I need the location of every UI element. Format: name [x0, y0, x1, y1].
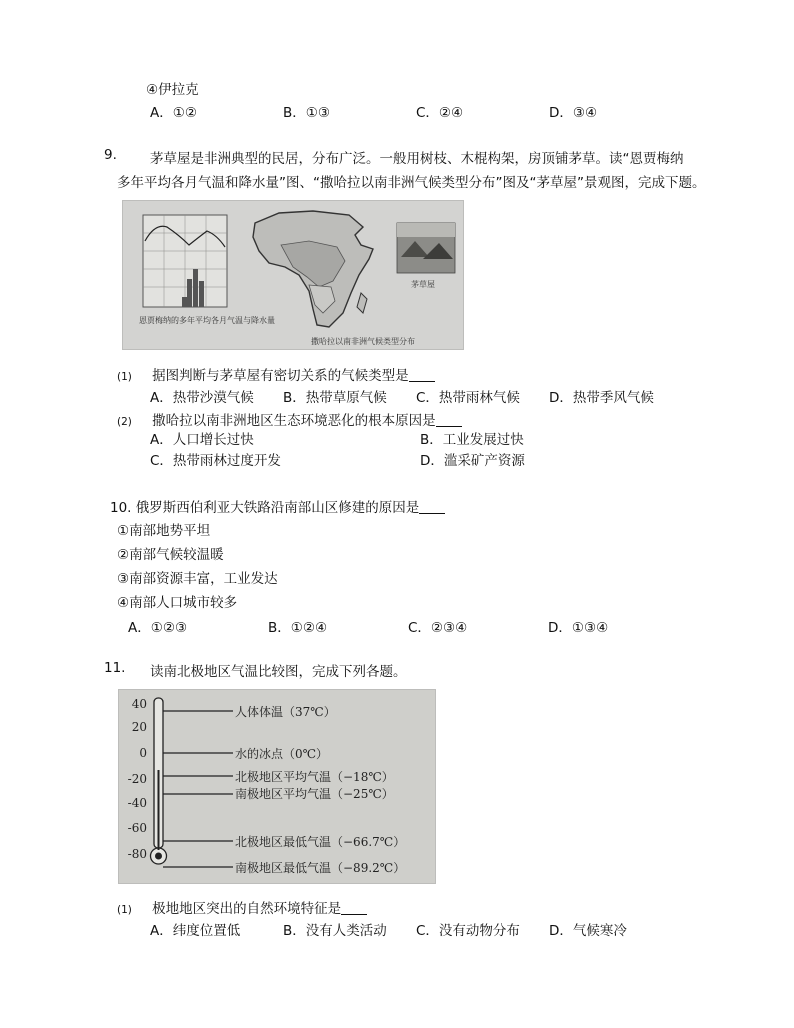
- q8-option-a[interactable]: A．①②: [150, 105, 197, 121]
- tick-minus-80: -80: [127, 847, 147, 861]
- q11-stem: 读南北极地区气温比较图，完成下列各题。: [150, 664, 407, 680]
- q11-sub1-option-c[interactable]: C．没有动物分布: [416, 923, 520, 939]
- tick-40: 40: [131, 697, 147, 711]
- q9-number: 9.: [104, 147, 117, 163]
- q9-sub2-option-b[interactable]: B．工业发展过快: [420, 432, 524, 448]
- q9-stem-line1: 茅草屋是非洲典型的民居，分布广泛。一般用树枝、木棍构架，房顶铺茅草。读“恩贾梅纳: [150, 151, 684, 167]
- q9-sub2-number: (2): [117, 416, 132, 428]
- q10-option-c[interactable]: C．②③④: [408, 620, 468, 636]
- temperature-labels: [235, 704, 405, 875]
- q10-stem-text: 10. 俄罗斯西伯利亚大铁路沿南部山区修建的原因是: [110, 500, 420, 516]
- answer-blank: [419, 513, 445, 514]
- hut-photo: [397, 223, 455, 273]
- africa-figure-graphic: [123, 201, 463, 349]
- q10-stem: [110, 496, 445, 516]
- label-arctic-average: 北极地区平均气温（−18℃）: [235, 770, 394, 784]
- q8-option-c[interactable]: C．②④: [416, 105, 464, 121]
- q9-sub1-option-a[interactable]: A．热带沙漠气候: [150, 390, 254, 406]
- q10-item-2: ②南部气候较温暖: [117, 547, 224, 563]
- label-freezing-point: 水的冰点（0℃）: [235, 747, 329, 761]
- q9-sub2-option-a[interactable]: A．人口增长过快: [150, 432, 254, 448]
- q11-number: 11.: [104, 660, 126, 676]
- q9-sub2: [117, 409, 462, 429]
- q11-sub1-options: [150, 919, 682, 939]
- leader-lines: [163, 711, 233, 867]
- q10-option-d[interactable]: D．①③④: [548, 620, 609, 636]
- q9-sub1-text: 据图判断与茅草屋有密切关系的气候类型是: [152, 368, 409, 384]
- q9-sub1-option-b[interactable]: B．热带草原气候: [283, 390, 387, 406]
- q9-sub2-option-c[interactable]: C．热带雨林过度开发: [150, 453, 281, 469]
- map-caption: 撒哈拉以南非洲气候类型分布: [311, 337, 415, 346]
- tick-20: 20: [131, 720, 147, 734]
- label-antarctic-average: 南极地区平均气温（−25℃）: [235, 787, 394, 801]
- thermometer-tube: [151, 698, 167, 864]
- photo-caption: 茅草屋: [411, 280, 435, 289]
- label-antarctic-minimum: 南极地区最低气温（−89.2℃）: [235, 861, 406, 875]
- answer-blank: [409, 381, 435, 382]
- label-arctic-minimum: 北极地区最低气温（−66.7℃）: [235, 835, 406, 849]
- q10-item-4: ④南部人口城市较多: [117, 595, 238, 611]
- q9-sub1-option-c[interactable]: C．热带雨林气候: [416, 390, 520, 406]
- answer-blank: [341, 914, 367, 915]
- tick-minus-20: -20: [127, 772, 147, 786]
- q11-sub1: [117, 897, 367, 917]
- q11-sub1-option-d[interactable]: D．气候寒冷: [549, 923, 627, 939]
- q11-sub1-number: (1): [117, 904, 132, 916]
- q8-option-d[interactable]: D．③④: [549, 105, 598, 121]
- q11-sub1-option-a[interactable]: A．纬度位置低: [150, 923, 241, 939]
- q8-option-b[interactable]: B．①③: [283, 105, 330, 121]
- thermometer-figure: [118, 689, 436, 884]
- q9-sub1-number: (1): [117, 371, 132, 383]
- q10-option-a[interactable]: A．①②③: [128, 620, 188, 636]
- climate-chart-caption: 恩贾梅纳的多年平均各月气温与降水量: [139, 316, 275, 325]
- q9-sub2-options: [150, 430, 690, 472]
- answer-blank: [436, 426, 462, 427]
- q9-sub2-option-d[interactable]: D．滥采矿产资源: [420, 453, 525, 469]
- climate-chart: [143, 215, 227, 307]
- q8-options: [150, 101, 682, 121]
- q10-option-b[interactable]: B．①②④: [268, 620, 328, 636]
- tick-minus-40: -40: [127, 796, 147, 810]
- africa-figure: [122, 200, 464, 350]
- thermometer-graphic: [119, 690, 435, 883]
- q8-item-4: ④伊拉克: [146, 82, 199, 98]
- tick-0: 0: [139, 746, 147, 760]
- q11-sub1-text: 极地地区突出的自然环境特征是: [152, 901, 342, 917]
- q11-sub1-option-b[interactable]: B．没有人类活动: [283, 923, 387, 939]
- tick-minus-60: -60: [127, 821, 147, 835]
- q10-item-3: ③南部资源丰富，工业发达: [117, 571, 278, 587]
- q9-sub1-options: [150, 386, 682, 406]
- q10-options: [128, 616, 648, 636]
- q9-sub1-option-d[interactable]: D．热带季风气候: [549, 390, 654, 406]
- q10-item-1: ①南部地势平坦: [117, 523, 211, 539]
- label-body-temp: 人体体温（37℃）: [235, 705, 336, 719]
- tick-labels: [128, 697, 147, 861]
- q9-sub1: [117, 364, 435, 384]
- q9-stem-line2: 多年平均各月气温和降水量”图、“撒哈拉以南非洲气候类型分布”图及“茅草屋”景观图，完成下题。: [117, 175, 706, 191]
- africa-map: [253, 211, 373, 327]
- q9-sub2-text: 撒哈拉以南非洲地区生态环境恶化的根本原因是: [152, 413, 436, 429]
